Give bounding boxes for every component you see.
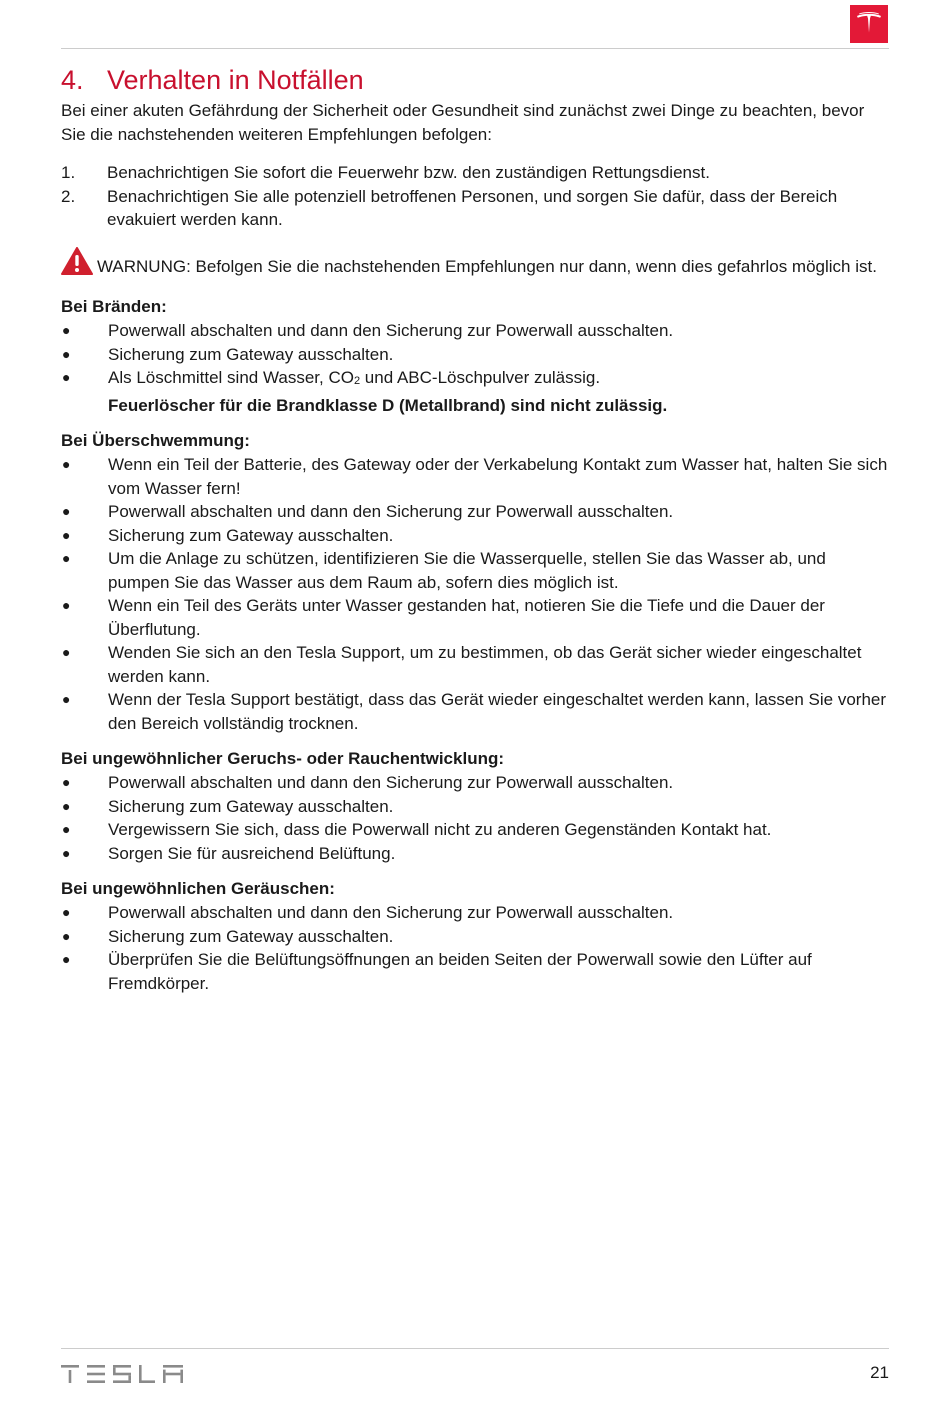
list-item xyxy=(61,547,891,594)
list-item-text: Sorgen Sie für ausreichend Belüftung. xyxy=(108,843,396,863)
bullet-icon: ● xyxy=(62,797,71,814)
bullet-icon: ● xyxy=(62,550,71,566)
list-item xyxy=(61,453,891,500)
co2-subscript: 2 xyxy=(353,375,361,387)
tesla-wordmark-logo xyxy=(61,1365,183,1388)
step-item xyxy=(61,161,891,185)
list-item xyxy=(61,343,891,367)
list-item xyxy=(61,771,891,795)
list-item-text: Überprüfen Sie die Belüftungsöffnungen an beiden Seiten der Powerwall sowie den Lüfter auf Fremdkörper. xyxy=(108,950,812,993)
step-marker: 1. xyxy=(61,163,76,182)
section-number: 4. xyxy=(61,65,84,95)
list-item xyxy=(61,594,891,641)
smell-list xyxy=(61,771,891,865)
list-item xyxy=(61,524,891,548)
noise-list xyxy=(61,901,891,995)
bullet-icon: ● xyxy=(62,597,71,613)
list-item xyxy=(61,366,891,417)
list-item xyxy=(61,901,891,925)
list-item-text: Powerwall abschalten und dann den Sicherung zur Powerwall ausschalten. xyxy=(108,321,674,340)
list-item-text: Sicherung zum Gateway ausschalten. xyxy=(108,926,394,946)
bullet-icon: ● xyxy=(62,456,71,472)
list-item xyxy=(61,818,891,842)
flood-heading: Bei Überschwemmung: xyxy=(61,431,250,450)
extinguisher-text-end: und ABC-Löschpulver zulässig. xyxy=(360,368,601,387)
section-title-text: Verhalten in Notfällen xyxy=(107,65,364,95)
step-item xyxy=(61,185,891,232)
emergency-steps xyxy=(61,161,891,232)
list-item-text: Wenn ein Teil der Batterie, des Gateway oder der Verkabelung Kontakt zum Wasser hat, halten Sie sich vom Wasser fern! xyxy=(108,455,888,498)
class-d-warning: Feuerlöscher für die Brandklasse D (Metallbrand) sind nicht zulässig. xyxy=(108,395,668,415)
tesla-t-logo-icon xyxy=(854,9,884,39)
list-item-text xyxy=(108,366,891,417)
page-content xyxy=(61,62,891,995)
list-item-text: Um die Anlage zu schützen, identifizieren Sie die Wasserquelle, stellen Sie das Wasser ab, und pumpen Sie das Wasser aus dem Raum ab, sofern dies möglich ist. xyxy=(108,549,826,592)
bullet-icon: ● xyxy=(62,322,71,338)
list-item-text: Powerwall abschalten und dann den Sicherung zur Powerwall ausschalten. xyxy=(108,502,674,521)
bullet-icon: ● xyxy=(62,904,71,920)
list-item-text: Wenn ein Teil des Geräts unter Wasser gestanden hat, notieren Sie die Tiefe und die Dauer der Überflutung. xyxy=(108,596,825,639)
list-item-text: Powerwall abschalten und dann den Sicherung zur Powerwall ausschalten. xyxy=(108,773,674,792)
noise-heading: Bei ungewöhnlichen Geräuschen: xyxy=(61,879,335,898)
list-item-text: Powerwall abschalten und dann den Sicherung zur Powerwall ausschalten. xyxy=(108,903,674,922)
bullet-icon: ● xyxy=(62,821,71,837)
list-item-text: Wenden Sie sich an den Tesla Support, um zu bestimmen, ob das Gerät sicher wieder eingeschaltet werden kann. xyxy=(108,643,862,686)
page-number: 21 xyxy=(870,1363,889,1382)
bullet-icon: ● xyxy=(62,644,71,660)
list-item xyxy=(61,948,891,995)
list-item xyxy=(61,688,891,735)
section-title xyxy=(61,62,891,98)
intro-paragraph: Bei einer akuten Gefährdung der Sicherheit oder Gesundheit sind zunächst zwei Dinge zu beachten, bevor Sie die nachstehenden weiteren Empfehlungen befolgen: xyxy=(61,101,865,144)
list-item xyxy=(61,500,891,524)
bullet-icon: ● xyxy=(62,369,71,385)
bullet-icon: ● xyxy=(62,526,71,543)
list-item xyxy=(61,925,891,949)
list-item-text: Vergewissern Sie sich, dass die Powerwall nicht zu anderen Gegenständen Kontakt hat. xyxy=(108,820,772,839)
flood-list xyxy=(61,453,891,735)
list-item-text: Sicherung zum Gateway ausschalten. xyxy=(108,344,394,364)
bullet-icon: ● xyxy=(62,951,71,967)
list-item xyxy=(61,319,891,343)
bullet-icon: ● xyxy=(62,927,71,944)
list-item-text: Sicherung zum Gateway ausschalten. xyxy=(108,525,394,545)
warning-note xyxy=(61,247,891,282)
smell-heading: Bei ungewöhnlicher Geruchs- oder Rauchentwicklung: xyxy=(61,749,505,768)
bullet-icon: ● xyxy=(62,691,71,707)
list-item xyxy=(61,842,891,866)
bullet-icon: ● xyxy=(62,345,71,362)
step-text: Benachrichtigen Sie sofort die Feuerwehr bzw. den zuständigen Rettungsdienst. xyxy=(107,163,710,182)
warning-triangle-icon xyxy=(61,247,93,282)
fire-heading: Bei Bränden: xyxy=(61,297,167,316)
bullet-icon: ● xyxy=(62,503,71,519)
list-item xyxy=(61,641,891,688)
warning-text: Befolgen Sie die nachstehenden Empfehlungen nur dann, wenn dies gefahrlos möglich ist. xyxy=(190,256,877,276)
bullet-icon: ● xyxy=(62,844,71,861)
tesla-logo xyxy=(850,5,888,43)
extinguisher-text: Als Löschmittel sind Wasser, CO xyxy=(108,368,354,387)
footer-divider xyxy=(61,1348,889,1349)
warning-label: WARNUNG: xyxy=(97,256,191,276)
fire-list xyxy=(61,319,891,417)
header-divider xyxy=(61,48,889,49)
step-text: Benachrichtigen Sie alle potenziell betroffenen Personen, und sorgen Sie dafür, dass der Bereich evakuiert werden kann. xyxy=(107,186,838,229)
list-item-text: Sicherung zum Gateway ausschalten. xyxy=(108,796,394,816)
list-item xyxy=(61,795,891,819)
bullet-icon: ● xyxy=(62,774,71,790)
list-item-text: Wenn der Tesla Support bestätigt, dass das Gerät wieder eingeschaltet werden kann, lassen Sie vorher den Bereich vollständig trocknen. xyxy=(108,690,887,733)
step-marker: 2. xyxy=(61,186,76,206)
